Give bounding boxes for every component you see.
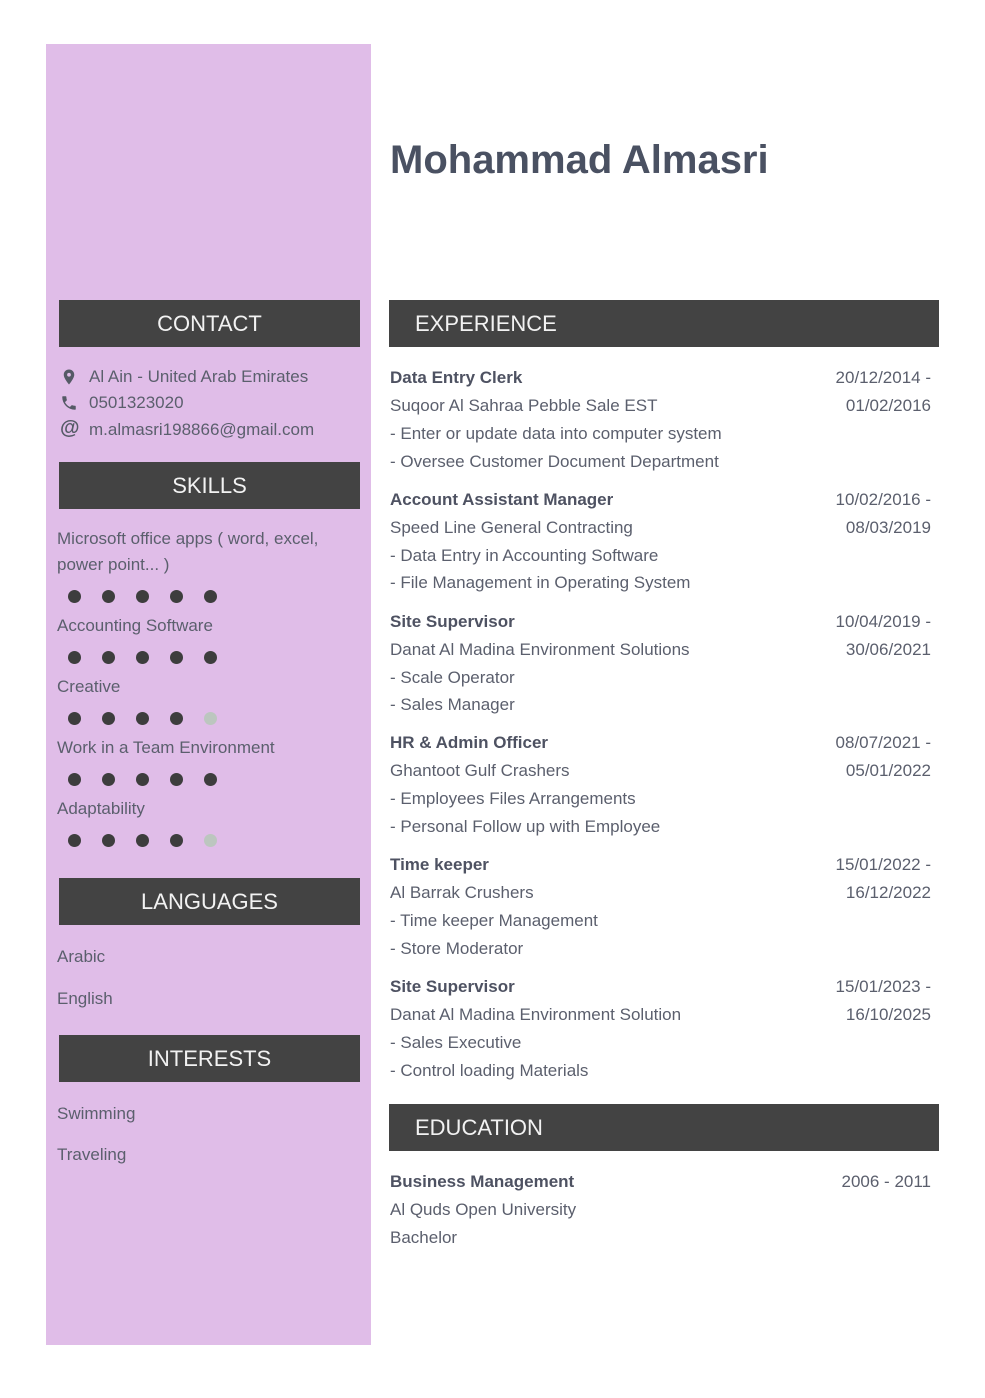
languages-header: LANGUAGES [59, 878, 360, 925]
job-title: HR & Admin Officer [390, 733, 549, 753]
interests-header: INTERESTS [59, 1035, 360, 1082]
skill-name: Accounting Software [57, 616, 213, 635]
language-item: English [57, 989, 113, 1008]
contact-phone: 0501323020 [89, 393, 184, 412]
education-years: 2006 - 2011 [841, 1172, 931, 1191]
job-duty: - Data Entry in Accounting Software [390, 545, 659, 565]
skill-level-dot [102, 773, 115, 786]
skill-name: Work in a Team Environment [57, 738, 275, 757]
skill-level-dot [136, 651, 149, 664]
skill-level-dot [204, 651, 217, 664]
skill-level-dot [170, 773, 183, 786]
job-duty: - Control loading Materials [390, 1060, 589, 1080]
job-company: Danat Al Madina Environment Solution [390, 1005, 682, 1024]
skill-name: Microsoft office apps ( word, excel, [57, 529, 319, 548]
skill-level-dot [170, 834, 183, 847]
contact-header: CONTACT [59, 300, 360, 347]
job-start-date: 08/07/2021 - [835, 733, 931, 753]
skill-level-dot [136, 773, 149, 786]
interest-item: Swimming [57, 1104, 136, 1123]
job-company: Suqoor Al Sahraa Pebble Sale EST [390, 396, 658, 415]
skill-name-cont: power point... ) [57, 555, 170, 574]
skill-level-dot [136, 712, 149, 725]
job-end-date: 01/02/2016 [845, 396, 931, 415]
contact-email[interactable]: m.almasri198866@gmail.com [89, 420, 315, 439]
job-start-date: 10/02/2016 - [835, 489, 931, 509]
job-duty: - Store Moderator [390, 938, 524, 958]
skill-level-dot [68, 712, 81, 725]
skill-level-dot [102, 590, 115, 603]
education-level: Bachelor [390, 1228, 458, 1247]
candidate-name: Mohammad Almasri [390, 138, 769, 182]
job-duty: - Oversee Customer Document Department [390, 451, 719, 471]
skill-level-dot [204, 834, 217, 847]
job-duty: - Employees Files Arrangements [390, 789, 636, 809]
skill-level-dot [136, 590, 149, 603]
job-duty: - Time keeper Management [390, 911, 598, 931]
skill-level-dot [170, 651, 183, 664]
skill-level-dot [68, 834, 81, 847]
education-header: EDUCATION [389, 1104, 939, 1151]
education-school: Al Quds Open University [390, 1200, 577, 1219]
job-end-date: 05/01/2022 [845, 761, 931, 781]
skill-name: Adaptability [57, 799, 145, 818]
job-duty: - Enter or update data into computer system [390, 424, 722, 443]
at-sign-icon: @ [60, 417, 80, 439]
skill-level-dot [68, 590, 81, 603]
job-title: Data Entry Clerk [390, 368, 523, 387]
skill-name: Creative [57, 677, 121, 696]
interest-item: Traveling [57, 1145, 127, 1164]
skill-level-dot [170, 712, 183, 725]
job-end-date: 16/12/2022 [845, 883, 931, 903]
skill-level-dot [102, 651, 115, 664]
skill-level-dot [204, 773, 217, 786]
job-duty: - File Management in Operating System [390, 573, 691, 593]
job-duty: - Sales Manager [390, 695, 515, 715]
job-company: Danat Al Madina Environment Solutions [390, 639, 690, 659]
skill-level-dot [102, 834, 115, 847]
job-start-date: 10/04/2019 - [835, 611, 931, 631]
job-start-date: 15/01/2022 - [835, 855, 931, 875]
job-duty: - Scale Operator [390, 667, 515, 687]
job-start-date: 15/01/2023 - [835, 977, 931, 996]
experience-header: EXPERIENCE [389, 300, 939, 347]
job-end-date: 16/10/2025 [845, 1005, 931, 1024]
phone-icon [60, 394, 78, 412]
job-company: Speed Line General Contracting [390, 517, 633, 537]
location-pin-icon [60, 368, 78, 386]
job-title: Site Supervisor [390, 977, 515, 996]
skill-level-dot [204, 590, 217, 603]
skill-level-dot [204, 712, 217, 725]
education-degree: Business Management [390, 1172, 575, 1191]
job-duty: - Personal Follow up with Employee [390, 816, 661, 836]
job-start-date: 20/12/2014 - [835, 368, 931, 387]
skill-level-dot [136, 834, 149, 847]
job-end-date: 08/03/2019 [845, 517, 931, 537]
skill-level-dot [102, 712, 115, 725]
skill-level-dot [68, 773, 81, 786]
job-title: Account Assistant Manager [390, 489, 614, 509]
skill-level-dot [170, 590, 183, 603]
job-title: Time keeper [390, 855, 489, 875]
skills-header: SKILLS [59, 462, 360, 509]
skill-level-dot [68, 651, 81, 664]
language-item: Arabic [57, 947, 106, 966]
job-title: Site Supervisor [390, 611, 515, 631]
job-company: Al Barrak Crushers [390, 883, 534, 903]
job-end-date: 30/06/2021 [845, 639, 931, 659]
contact-location: Al Ain - United Arab Emirates [89, 367, 309, 386]
job-company: Ghantoot Gulf Crashers [390, 761, 570, 781]
job-duty: - Sales Executive [390, 1033, 522, 1052]
